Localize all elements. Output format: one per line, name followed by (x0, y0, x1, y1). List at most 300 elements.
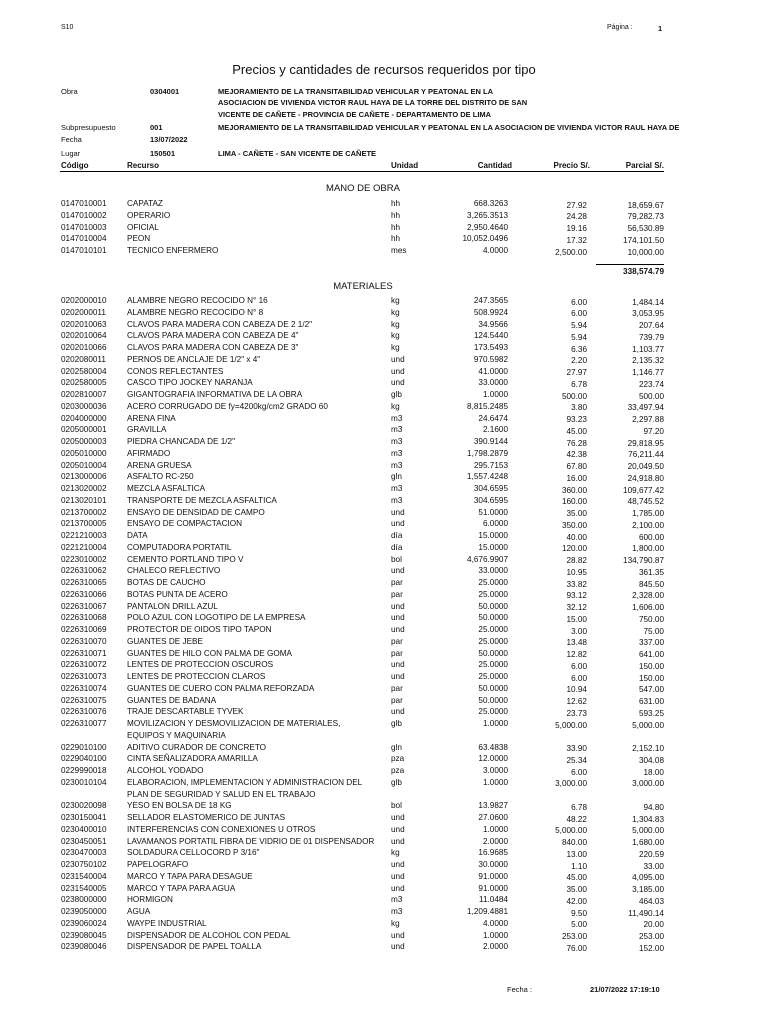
row-codigo: 0202580005 (61, 378, 107, 388)
row-unidad: kg (391, 343, 400, 352)
row-parcial: 97.20 (643, 426, 664, 436)
row-precio: 33.90 (566, 744, 587, 753)
row-precio: 27.92 (566, 200, 587, 210)
row-precio: 5.94 (571, 332, 587, 342)
row-parcial: 1,785.00 (632, 509, 664, 518)
table-row (0, 684, 768, 694)
row-recurso: PEON (127, 234, 151, 244)
table-row (0, 402, 768, 412)
row-precio: 360.00 (561, 485, 587, 495)
row-precio: 6.36 (571, 344, 587, 354)
table-row (0, 367, 768, 377)
table-row (0, 649, 768, 659)
row-cantidad: 25.0000 (478, 625, 508, 634)
row-recurso: CEMENTO PORTLAND TIPO V (127, 554, 244, 564)
row-precio: 25.34 (566, 755, 587, 765)
row-unidad: kg (391, 401, 400, 411)
row-unidad: und (391, 813, 405, 822)
row-precio: 1.10 (571, 861, 587, 871)
row-cantidad: 63.4838 (478, 742, 508, 752)
row-parcial: 174,101.50 (623, 235, 664, 245)
table-row (0, 707, 768, 717)
row-parcial: 150.00 (638, 661, 664, 671)
row-precio: 24.28 (566, 212, 587, 222)
row-precio: 10.95 (566, 567, 587, 577)
row-precio: 28.82 (566, 556, 587, 565)
row-codigo: 0226310074 (61, 683, 107, 693)
row-unidad: m3 (391, 425, 403, 435)
table-row (0, 449, 768, 459)
row-parcial: 304.08 (638, 755, 664, 765)
row-precio: 2.20 (571, 356, 587, 366)
row-cantidad: 3.0000 (482, 766, 508, 775)
table-row (0, 825, 768, 835)
row-codigo: 0226310076 (61, 707, 107, 717)
row-precio: 253.00 (561, 932, 587, 941)
row-parcial: 1,680.00 (632, 838, 664, 847)
row-parcial: 2,135.32 (632, 356, 664, 366)
row-unidad: glb (391, 390, 402, 399)
section-title-materiales: MATERIALES (333, 281, 393, 292)
row-parcial: 76,211.44 (628, 450, 664, 460)
row-codigo: 0147010001 (61, 199, 107, 208)
row-cantidad: 33.0000 (478, 378, 508, 388)
row-recurso: PROTECTOR DE OIDOS TIPO TAPON (127, 625, 272, 634)
row-recurso: SELLADOR ELASTOMERICO DE JUNTAS (127, 813, 286, 822)
table-row (0, 613, 768, 623)
row-parcial: 5,000.00 (632, 826, 664, 836)
row-cantidad: 1,557.4248 (467, 472, 508, 482)
row-cantidad: 1.0000 (482, 390, 508, 399)
row-cantidad: 13.9827 (478, 801, 508, 811)
table-row (0, 801, 768, 811)
row-recurso: GUANTES DE JEBE (127, 636, 203, 646)
row-recurso: ALAMBRE NEGRO RECOCIDO N° 8 (127, 307, 264, 317)
row-precio: 45.00 (566, 426, 587, 436)
row-recurso: COMPUTADORA PORTATIL (127, 542, 232, 552)
row-cantidad: 295.7153 (473, 460, 508, 470)
row-codigo: 0226310073 (61, 672, 107, 681)
row-recurso: CHALECO REFLECTIVO (127, 566, 221, 576)
row-precio: 93.12 (566, 591, 587, 601)
page-number: 1 (658, 24, 663, 33)
form-code: S10 (61, 24, 74, 31)
row-cantidad: 25.0000 (478, 707, 508, 717)
row-recurso: OPERARIO (127, 210, 171, 220)
row-unidad: und (391, 507, 405, 517)
fecha-label: Fecha (61, 135, 82, 144)
table-row (0, 743, 768, 753)
row-unidad: und (391, 883, 405, 893)
row-recurso: ARENA FINA (127, 413, 176, 423)
row-codigo: 0226310065 (61, 578, 107, 587)
row-parcial: 79,282.73 (627, 212, 664, 222)
row-recurso: MOVILIZACION Y DESMOVILIZACION DE MATERIALES, (127, 719, 341, 728)
row-parcial: 1,103.77 (632, 344, 664, 354)
row-codigo: 0221210004 (61, 542, 107, 552)
row-unidad: und (391, 860, 405, 869)
row-unidad: par (391, 695, 403, 705)
row-parcial: 2,100.00 (632, 520, 664, 530)
table-row (0, 508, 768, 518)
row-cantidad: 508.9924 (473, 307, 508, 317)
row-codigo: 0230010104 (61, 777, 107, 787)
row-cantidad: 247.3565 (473, 296, 508, 305)
row-cantidad: 25.0000 (478, 660, 508, 670)
row-recurso: DISPENSADOR DE PAPEL TOALLA (127, 942, 262, 952)
row-codigo: 0231540005 (61, 883, 107, 893)
row-cantidad: 16.9685 (478, 848, 508, 858)
obra-desc-line-1: MEJORAMIENTO DE LA TRANSITABILIDAD VEHICULAR Y PEATONAL EN LA (218, 87, 494, 96)
subtotal-divider (596, 264, 664, 265)
row-recurso: ELABORACION, IMPLEMENTACION Y ADMINISTRACION DEL (127, 777, 363, 787)
obra-label: Obra (61, 87, 78, 96)
row-precio: 42.00 (566, 896, 587, 906)
table-row (0, 234, 768, 244)
row-codigo: 0230150041 (61, 813, 107, 822)
row-unidad: und (391, 366, 405, 376)
row-cantidad: 33.0000 (478, 566, 508, 576)
row-codigo: 0231540004 (61, 871, 107, 881)
table-row (0, 766, 768, 776)
row-parcial: 20,049.50 (627, 462, 664, 471)
row-unidad: und (391, 871, 405, 881)
table-row (0, 566, 768, 576)
row-codigo: 0213020002 (61, 484, 107, 493)
row-parcial: 75.00 (643, 626, 664, 636)
row-parcial: 152.00 (638, 943, 664, 953)
row-unidad: hh (391, 222, 401, 232)
row-cantidad: 1,798.2879 (467, 448, 508, 458)
table-row (0, 484, 768, 494)
row-cantidad: 50.0000 (478, 613, 508, 623)
row-parcial: 94.80 (643, 802, 664, 812)
table-row (0, 296, 768, 306)
row-precio: 93.23 (566, 415, 587, 424)
row-codigo: 0221210003 (61, 531, 107, 540)
row-codigo: 0202000010 (61, 296, 107, 305)
row-cantidad: 970.5982 (473, 354, 508, 364)
row-precio: 35.00 (566, 509, 587, 518)
row-precio: 12.82 (566, 650, 587, 659)
row-parcial: 48,745.52 (627, 497, 664, 507)
row-codigo: 0230470003 (61, 848, 107, 858)
row-codigo: 0213020101 (61, 495, 107, 505)
row-codigo: 0202580004 (61, 366, 107, 376)
row-parcial: 3,185.00 (632, 885, 664, 894)
row-unidad: bol (391, 554, 402, 564)
row-recurso: DISPENSADOR DE ALCOHOL CON PEDAL (127, 930, 291, 940)
row-codigo: 0226310075 (61, 695, 107, 705)
table-row (0, 343, 768, 353)
row-parcial: 220.59 (638, 849, 664, 859)
row-unidad: m3 (391, 448, 403, 458)
row-precio: 6.00 (571, 297, 587, 307)
row-unidad: gln (391, 472, 402, 482)
page-label: Página : (607, 24, 633, 31)
row-codigo: 0147010004 (61, 234, 107, 244)
row-cantidad: 1.0000 (482, 824, 508, 834)
table-row (0, 637, 768, 647)
table-row (0, 907, 768, 917)
row-cantidad: 2.0000 (482, 942, 508, 952)
row-recurso: ENSAYO DE COMPACTACION (127, 519, 243, 529)
row-cantidad: 30.0000 (478, 860, 508, 869)
row-unidad: par (391, 589, 403, 599)
row-codigo: 0147010002 (61, 210, 107, 220)
table-row (0, 414, 768, 424)
row-cantidad: 25.0000 (478, 589, 508, 599)
row-cantidad: 6.0000 (482, 519, 508, 529)
row-unidad: kg (391, 331, 400, 341)
row-parcial: 464.03 (638, 896, 664, 906)
row-codigo: 0239060024 (61, 918, 107, 928)
subpresupuesto-label: Subpresupuesto (61, 123, 116, 132)
col-header-unidad: Unidad (391, 161, 419, 170)
row-parcial: 3,053.95 (632, 309, 664, 319)
row-unidad: hh (391, 199, 401, 208)
table-row (0, 425, 768, 435)
row-codigo: 0203000036 (61, 401, 107, 411)
table-row (0, 519, 768, 529)
row-cantidad: 27.0600 (478, 813, 508, 822)
row-unidad: und (391, 601, 405, 611)
row-precio: 6.00 (571, 673, 587, 683)
row-precio: 32.12 (566, 603, 587, 612)
table-row (0, 813, 768, 823)
row-cantidad: 15.0000 (478, 531, 508, 540)
row-recurso-cont: PLAN DE SEGURIDAD Y SALUD EN EL TRABAJO (127, 789, 316, 799)
row-recurso: PAPELOGRAFO (127, 860, 189, 869)
row-cantidad: 41.0000 (478, 366, 508, 376)
row-recurso: POLO AZUL CON LOGOTIPO DE LA EMPRESA (127, 613, 306, 623)
table-row (0, 472, 768, 482)
row-recurso: MARCO Y TAPA PARA AGUA (127, 883, 236, 893)
row-unidad: mes (391, 246, 407, 255)
lugar-label: Lugar (61, 149, 81, 158)
table-row (0, 199, 768, 209)
row-precio: 40.00 (566, 532, 587, 542)
row-codigo: 0205010000 (61, 448, 107, 458)
row-recurso: LENTES DE PROTECCION CLAROS (127, 672, 266, 681)
row-recurso: LENTES DE PROTECCION OSCUROS (127, 660, 274, 670)
row-recurso: AFIRMADO (127, 448, 171, 458)
row-precio: 10.94 (566, 685, 587, 695)
lugar-desc: LIMA - CAÑETE - SAN VICENTE DE CAÑETE (218, 149, 377, 158)
section-title-mano-de-obra: MANO DE OBRA (326, 183, 400, 194)
row-precio: 42.38 (566, 450, 587, 460)
row-unidad: und (391, 824, 405, 834)
row-codigo: 0202010064 (61, 331, 107, 341)
row-codigo: 0226310077 (61, 719, 107, 728)
row-parcial: 1,800.00 (632, 544, 664, 554)
row-cantidad: 1.0000 (482, 777, 508, 787)
row-codigo: 0205010004 (61, 460, 107, 470)
row-codigo: 0239080045 (61, 930, 107, 940)
row-codigo: 0230020098 (61, 801, 107, 811)
row-cantidad: 50.0000 (478, 695, 508, 705)
row-parcial: 134,790.87 (623, 556, 664, 565)
row-recurso: AGUA (127, 907, 151, 916)
row-precio: 13.00 (566, 849, 587, 859)
row-parcial: 1,484.14 (632, 297, 664, 307)
table-row (0, 308, 768, 318)
row-recurso: ARENA GRUESA (127, 460, 192, 470)
row-unidad: und (391, 519, 405, 529)
row-codigo: 0213700005 (61, 519, 107, 529)
row-unidad: und (391, 707, 405, 717)
row-precio: 840.00 (561, 838, 587, 847)
col-header-parcial: Parcial S/. (625, 161, 664, 170)
footer-fecha-label: Fecha : (507, 985, 533, 994)
table-row (0, 378, 768, 388)
row-recurso: CAPATAZ (127, 199, 163, 208)
row-recurso: PANTALON DRILL AZUL (127, 601, 218, 611)
row-parcial: 593.25 (638, 708, 664, 718)
row-parcial: 150.00 (638, 673, 664, 683)
col-header-recurso: Recurso (127, 161, 160, 170)
row-recurso: ADITIVO CURADOR DE CONCRETO (127, 742, 267, 752)
row-parcial: 750.00 (638, 614, 664, 624)
row-cantidad: 304.6595 (473, 495, 508, 505)
row-codigo: 0226310070 (61, 636, 107, 646)
row-parcial: 18.00 (643, 767, 664, 777)
row-precio: 23.73 (566, 708, 587, 718)
row-unidad: m3 (391, 895, 403, 905)
row-unidad: par (391, 648, 403, 658)
row-precio: 17.32 (566, 235, 587, 245)
row-unidad: und (391, 613, 405, 623)
row-recurso: TRANSPORTE DE MEZCLA ASFALTICA (127, 495, 277, 505)
row-precio: 5.94 (571, 321, 587, 330)
table-row (0, 320, 768, 330)
row-recurso: CLAVOS PARA MADERA CON CABEZA DE 3" (127, 343, 299, 352)
row-unidad: m3 (391, 907, 403, 916)
row-cantidad: 1.0000 (482, 930, 508, 940)
table-row (0, 625, 768, 635)
row-recurso: TRAJE DESCARTABLE TYVEK (127, 707, 244, 717)
row-unidad: kg (391, 848, 400, 858)
row-unidad: día (391, 531, 403, 540)
subpresupuesto-code: 001 (150, 123, 163, 132)
row-unidad: und (391, 625, 405, 634)
row-parcial: 739.79 (638, 332, 664, 342)
row-cantidad: 15.0000 (478, 542, 508, 552)
row-cantidad: 2.1600 (482, 425, 508, 435)
table-row (0, 246, 768, 256)
row-precio: 6.78 (571, 802, 587, 812)
row-cantidad: 34.9566 (478, 319, 508, 329)
row-recurso: DATA (127, 531, 148, 540)
row-parcial: 29,818.95 (627, 438, 664, 448)
row-cantidad: 173.5493 (473, 343, 508, 352)
row-recurso-cont: EQUIPOS Y MAQUINARIA (127, 730, 226, 740)
table-row (0, 437, 768, 447)
obra-desc-line-2: ASOCIACION DE VIVIENDA VICTOR RAUL HAYA DE LA TORRE DEL DISTRITO DE SAN (218, 98, 528, 107)
table-row (0, 719, 768, 740)
row-precio: 3.80 (571, 403, 587, 413)
row-codigo: 0239050000 (61, 907, 107, 916)
row-codigo: 0205000001 (61, 425, 107, 435)
row-unidad: gln (391, 742, 402, 752)
table-row (0, 496, 768, 506)
row-parcial: 10,000.00 (627, 247, 664, 257)
row-parcial: 5,000.00 (632, 720, 664, 730)
row-parcial: 641.00 (638, 650, 664, 659)
row-codigo: 0230400010 (61, 824, 107, 834)
row-parcial: 845.50 (638, 579, 664, 589)
table-row (0, 696, 768, 706)
row-codigo: 0229990018 (61, 766, 107, 775)
row-cantidad: 50.0000 (478, 648, 508, 658)
row-cantidad: 4.0000 (482, 918, 508, 928)
table-row (0, 211, 768, 221)
obra-code: 0304001 (150, 87, 180, 96)
row-recurso: GIGANTOGRAFIA INFORMATIVA DE LA OBRA (127, 390, 303, 399)
row-recurso: BOTAS PUNTA DE ACERO (127, 589, 228, 599)
table-row (0, 872, 768, 882)
row-recurso: MEZCLA ASFALTICA (127, 484, 206, 493)
table-row (0, 660, 768, 670)
lugar-code: 150501 (150, 149, 176, 158)
row-codigo: 0239080046 (61, 942, 107, 952)
col-header-codigo: Código (61, 161, 89, 170)
row-codigo: 0238000000 (61, 895, 107, 905)
row-unidad: und (391, 942, 405, 952)
table-row (0, 543, 768, 553)
row-recurso: TECNICO ENFERMERO (127, 246, 219, 255)
row-unidad: und (391, 836, 405, 846)
row-precio: 2,500.00 (555, 247, 587, 257)
table-row (0, 578, 768, 588)
row-unidad: m3 (391, 495, 403, 505)
row-precio: 6.00 (571, 767, 587, 777)
row-unidad: und (391, 378, 405, 388)
row-parcial: 4,095.00 (632, 873, 664, 883)
row-unidad: bol (391, 801, 402, 811)
row-precio: 12.62 (566, 697, 587, 706)
row-parcial: 207.64 (638, 321, 664, 330)
row-parcial: 18,659.67 (627, 200, 664, 210)
row-parcial: 20.00 (643, 920, 664, 930)
row-codigo: 0230450051 (61, 836, 107, 846)
row-unidad: kg (391, 307, 400, 317)
row-precio: 3.00 (571, 626, 587, 636)
row-precio: 48.22 (566, 814, 587, 824)
row-parcial: 1,304.83 (632, 814, 664, 824)
row-parcial: 631.00 (638, 697, 664, 706)
row-cantidad: 12.0000 (478, 754, 508, 764)
table-row (0, 602, 768, 612)
row-recurso: OFICIAL (127, 222, 159, 232)
row-precio: 5,000.00 (555, 720, 587, 730)
row-unidad: par (391, 636, 403, 646)
row-parcial: 11,490.14 (628, 908, 664, 918)
row-precio: 19.16 (566, 224, 587, 233)
row-codigo: 0226310067 (61, 601, 107, 611)
row-recurso: CINTA SEÑALIZADORA AMARILLA (127, 754, 258, 764)
row-cantidad: 4,676.9907 (467, 554, 508, 564)
row-recurso: GRAVILLA (127, 425, 167, 435)
row-cantidad: 24.6474 (478, 413, 508, 423)
row-cantidad: 8,815.2485 (467, 401, 508, 411)
row-cantidad: 91.0000 (478, 871, 508, 881)
table-row (0, 223, 768, 233)
row-recurso: YESO EN BOLSA DE 18 KG (127, 801, 232, 811)
row-precio: 6.00 (571, 309, 587, 319)
row-codigo: 0202010066 (61, 343, 107, 352)
row-cantidad: 3,265.3513 (467, 210, 508, 220)
